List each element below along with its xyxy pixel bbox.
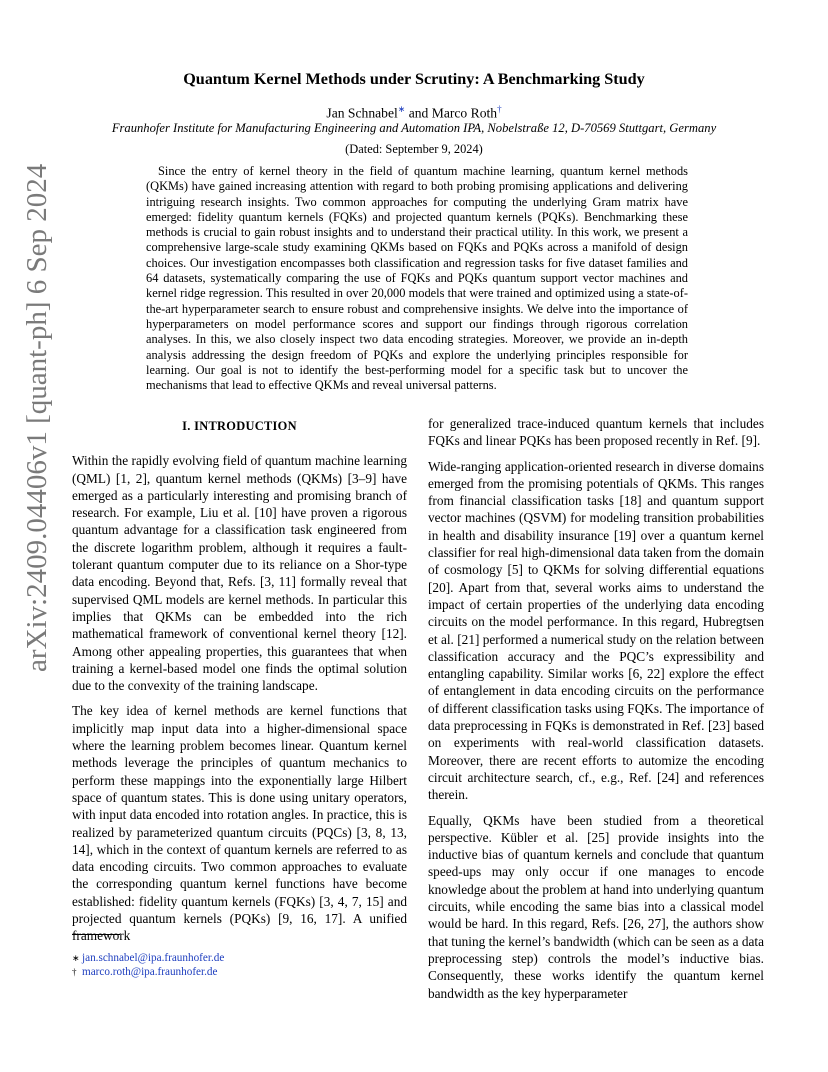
footnote	[72, 965, 372, 979]
author-name: Marco Roth	[431, 105, 498, 121]
author-footnote-mark[interactable]: ∗	[397, 104, 406, 114]
body-paragraph: Wide-ranging application-oriented research in diverse domains emerged from the promising potentials of QKMs. This ranges from financial classification tasks [18] and quantum support vector machines (QSVM) for modeling transition probabilities in health and disability insurance [19] over a quantum kernel classifier for real high-dimensional data taken from the domain of cosmology [5] to QKMs for solving differential equations [20]. Apart from that, several works aims to understand the impact of certain properties of the underlying data encoding circuits on the model performance. In this regard, Hubregtsen et al. [21] performed a numerical study on the relation between classification accuracy and the PQC’s expressibility and entangling capability. Similar works [6, 22] explore the effect of entanglement in data encoding circuits on the performance of different classification tasks using FQKs. The importance of data preprocessing in FQKs is demonstrated in Ref. [23] based on experiments with real-world classification datasets. Moreover, there are recent efforts to automize the encoding circuit architecture search, cf., e.g., Ref. [24] and references therein.	[428, 458, 764, 803]
email-link[interactable]: marco.roth@ipa.fraunhofer.de	[82, 966, 218, 978]
author-footnote-mark[interactable]: †	[497, 104, 502, 114]
date-line: (Dated: September 9, 2024)	[345, 142, 483, 156]
abstract-text: Since the entry of kernel theory in the field of quantum machine learning, quantum kernel methods (QKMs) have gained increasing attention with regard to both probing promising applications and delivering intriguing research insights. Two common approaches for computing the underlying Gram matrix have emerged: fidelity quantum kernels (FQKs) and projected quantum kernels (PQKs). Benchmarking these methods is crucial to gain robust insights and to understand their practical utility. In this work, we present a comprehensive large-scale study examining QKMs based on FQKs and PQKs across a manifold of design choices. Our investigation encompasses both classification and regression tasks for five dataset families and 64 datasets, systematically comparing the use of FQKs and PQKs quantum support vector machines and kernel ridge regression. This resulted in over 20,000 models that were trained and optimized using a state-of-the-art hyperparameter search to ensure robust and comprehensive insights. We delve into the importance of hyperparameters on model performance scores and support our findings through rigorous correlation analyses. In this, we also closely inspect two data encoding strategies. Moreover, we provide an in-depth analysis addressing the design freedom of PQKs and explore the underlying principles responsible for learning. Our goal is not to identify the best-performing model for a specific task but to uncover the mechanisms that lead to effective QKMs and reveal universal patterns.	[146, 164, 688, 393]
paper-title: Quantum Kernel Methods under Scrutiny: A Benchmarking Study	[183, 70, 645, 88]
body-paragraph: The key idea of kernel methods are kernel functions that implicitly map input data into a higher-dimensional space where the learning problem becomes linear. Quantum kernel methods leverage the principles of quantum mechanics to perform these mappings into the exponentially large Hilbert space of quantum states. This is done using unitary operators, with input data encoded into rotation angles. In practice, this is realized by parameterized quantum circuits (PQCs) [3, 8, 13, 14], which in the context of quantum kernels are referred to as data encoding circuits. Two common approaches to evaluate the corresponding quantum kernel functions have become established: fidelity quantum kernels (FQKs) [3, 4, 7, 15] and projected quantum kernels (PQKs) [9, 16, 17]. A unified framework	[72, 703, 407, 944]
author-conjunction: and	[405, 105, 432, 121]
footnote	[72, 951, 372, 965]
section-heading: I. INTRODUCTION	[182, 419, 297, 433]
author-line	[0, 104, 828, 122]
body-paragraph: Within the rapidly evolving field of quantum machine learning (QML) [1, 2], quantum kernel methods (QKMs) [3–9] have emerged as a particularly interesting and promising branch of research. For example, Liu et al. [10] have proven a rigorous quantum advantage for a classification task engineered from the discrete logarithm problem, although it requires a fault-tolerant quantum computer due to its reliance on a Shor-type data encoding. Beyond that, Refs. [3, 11] formally reveal that supervised QML models are kernel methods. In particular this implies that QKMs can be embedded into the rich mathematical framework of conventional kernel theory [12]. Among other appealing properties, this guarantees that when training a kernel-based model one finds the optimal solution due to the convexity of the training landscape.	[72, 453, 407, 694]
body-paragraph: for generalized trace-induced quantum kernels that includes FQKs and linear PQKs has been proposed recently in Ref. [9].	[428, 416, 764, 449]
footnote-mark: ∗	[72, 953, 80, 963]
author-name: Jan Schnabel	[326, 105, 398, 121]
email-link[interactable]: jan.schnabel@ipa.fraunhofer.de	[82, 952, 225, 964]
footnote-divider	[72, 934, 120, 935]
right-column	[428, 415, 764, 1002]
arxiv-identifier-stamp: arXiv:2409.04406v1 [quant-ph] 6 Sep 2024	[21, 163, 53, 672]
footnotes	[72, 951, 372, 979]
affiliation: Fraunhofer Institute for Manufacturing Engineering and Automation IPA, Nobelstraße 12, D-70569 Stuttgart, Germany	[111, 121, 717, 135]
left-column	[72, 418, 407, 945]
abstract	[146, 164, 688, 393]
body-paragraph: Equally, QKMs have been studied from a theoretical perspective. Kübler et al. [25] provide insights into the inductive bias of quantum kernels and conclude that quantum speed-ups may only occur if one manages to encode knowledge about the problem at hand into underlying quantum circuits, while encoding the same bias into a classical model would be hard. In this regard, Refs. [26, 27], the authors show that tuning the kernel’s bandwidth (which can be seen as a data preprocessing step) controls the model’s inductive bias. Consequently, these works identify the quantum kernel bandwidth as the key hyperparameter	[428, 812, 764, 1001]
footnote-mark: †	[72, 967, 77, 977]
